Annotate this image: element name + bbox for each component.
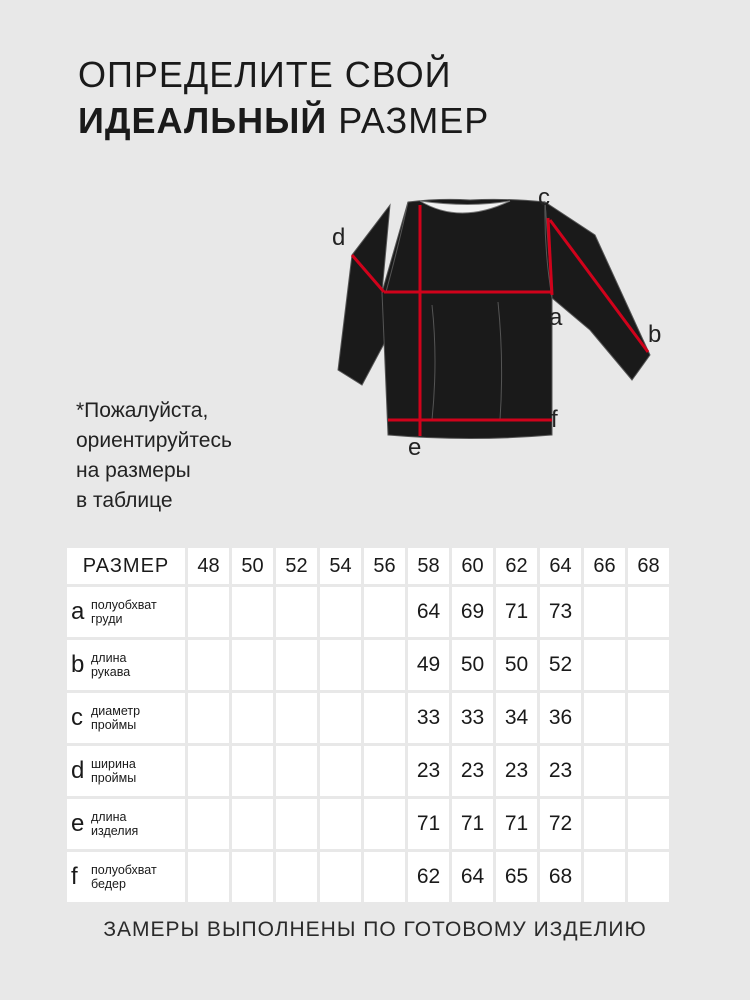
label-b: b bbox=[648, 321, 662, 348]
size-column-header: 50 bbox=[232, 548, 273, 584]
footer-note: ЗАМЕРЫ ВЫПОЛНЕНЫ ПО ГОТОВОМУ ИЗДЕЛИЮ bbox=[103, 918, 647, 941]
measurement-letter: e bbox=[71, 810, 85, 837]
table-cell: 50 bbox=[496, 640, 537, 690]
table-cell bbox=[584, 640, 625, 690]
size-header-row bbox=[67, 548, 669, 584]
table-cell bbox=[232, 746, 273, 796]
size-note bbox=[76, 396, 232, 516]
size-column-header: 60 bbox=[452, 548, 493, 584]
description-line-2: груди bbox=[91, 612, 123, 626]
table-cell bbox=[188, 587, 229, 637]
size-header-label: РАЗМЕР bbox=[67, 548, 185, 584]
table-cell: 23 bbox=[496, 746, 537, 796]
table-cell: 71 bbox=[452, 799, 493, 849]
measurement-letter: f bbox=[71, 863, 78, 890]
table-cell bbox=[276, 693, 317, 743]
page-title bbox=[78, 52, 489, 144]
table-cell bbox=[364, 640, 405, 690]
table-cell bbox=[584, 587, 625, 637]
table-cell bbox=[276, 640, 317, 690]
table-cell bbox=[276, 746, 317, 796]
table-cell: 64 bbox=[452, 852, 493, 902]
label-f: f bbox=[551, 406, 558, 433]
table-cell: 71 bbox=[408, 799, 449, 849]
description-line-2: проймы bbox=[91, 771, 137, 785]
table-row bbox=[67, 693, 669, 743]
measurement-label-cell bbox=[67, 640, 185, 690]
table-cell bbox=[628, 746, 669, 796]
table-cell bbox=[584, 799, 625, 849]
table-cell: 73 bbox=[540, 587, 581, 637]
table-cell bbox=[364, 587, 405, 637]
label-c: c bbox=[538, 184, 550, 211]
table-row bbox=[67, 640, 669, 690]
table-row bbox=[67, 587, 669, 637]
measurement-description bbox=[91, 598, 157, 626]
measurement-letter: d bbox=[71, 757, 85, 784]
table-cell bbox=[628, 693, 669, 743]
table-cell bbox=[320, 852, 361, 902]
table-cell bbox=[628, 852, 669, 902]
description-line-1: длина bbox=[91, 651, 127, 665]
garment-body bbox=[382, 199, 552, 438]
table-cell bbox=[364, 799, 405, 849]
description-line-1: диаметр bbox=[91, 704, 141, 718]
description-line-1: полуобхват bbox=[91, 863, 157, 877]
table-cell bbox=[232, 587, 273, 637]
measurement-letter: a bbox=[71, 598, 85, 625]
table-cell bbox=[628, 587, 669, 637]
table-cell: 23 bbox=[452, 746, 493, 796]
table-cell: 52 bbox=[540, 640, 581, 690]
table-cell: 71 bbox=[496, 587, 537, 637]
size-column-header: 66 bbox=[584, 548, 625, 584]
table-cell bbox=[188, 799, 229, 849]
table-cell bbox=[364, 852, 405, 902]
size-column-header: 48 bbox=[188, 548, 229, 584]
measurement-description bbox=[91, 757, 136, 785]
table-cell bbox=[584, 746, 625, 796]
table-cell: 69 bbox=[452, 587, 493, 637]
description-line-1: длина bbox=[91, 810, 127, 824]
title-line-2 bbox=[78, 98, 489, 144]
measurement-description bbox=[91, 810, 138, 838]
table-cell bbox=[628, 640, 669, 690]
table-cell bbox=[276, 587, 317, 637]
table-cell bbox=[584, 693, 625, 743]
table-cell bbox=[584, 852, 625, 902]
title-line-1: ОПРЕДЕЛИТЕ СВОЙ bbox=[78, 54, 452, 95]
title-bold-word: ИДЕАЛЬНЫЙ bbox=[78, 100, 328, 141]
size-column-header: 52 bbox=[276, 548, 317, 584]
table-cell: 23 bbox=[540, 746, 581, 796]
size-column-header: 56 bbox=[364, 548, 405, 584]
label-a: a bbox=[549, 304, 563, 331]
table-row bbox=[67, 746, 669, 796]
note-line-3: на размеры bbox=[76, 459, 191, 482]
garment-measurement-diagram bbox=[320, 180, 680, 470]
note-line-4: в таблице bbox=[76, 489, 173, 512]
measurement-letter: c bbox=[71, 704, 83, 731]
description-line-2: проймы bbox=[91, 718, 137, 732]
table-cell: 23 bbox=[408, 746, 449, 796]
table-row bbox=[67, 799, 669, 849]
right-sleeve bbox=[545, 202, 650, 380]
table-cell: 49 bbox=[408, 640, 449, 690]
table-cell bbox=[628, 799, 669, 849]
description-line-2: бедер bbox=[91, 877, 126, 891]
measurement-label-cell bbox=[67, 852, 185, 902]
description-line-1: полуобхват bbox=[91, 598, 157, 612]
table-cell bbox=[364, 693, 405, 743]
note-line-2: ориентируйтесь bbox=[76, 429, 232, 452]
measurement-description bbox=[91, 651, 130, 679]
table-cell: 36 bbox=[540, 693, 581, 743]
measurement-label-cell bbox=[67, 746, 185, 796]
table-cell bbox=[188, 746, 229, 796]
measurement-description bbox=[91, 863, 157, 891]
table-cell: 65 bbox=[496, 852, 537, 902]
size-column-header: 68 bbox=[628, 548, 669, 584]
table-cell: 50 bbox=[452, 640, 493, 690]
description-line-2: изделия bbox=[91, 824, 139, 838]
table-cell bbox=[232, 799, 273, 849]
table-cell bbox=[188, 640, 229, 690]
table-row bbox=[67, 852, 669, 902]
measurement-label-cell bbox=[67, 799, 185, 849]
measurement-label-cell bbox=[67, 587, 185, 637]
table-cell bbox=[320, 640, 361, 690]
table-cell bbox=[364, 746, 405, 796]
table-cell bbox=[320, 587, 361, 637]
table-cell: 64 bbox=[408, 587, 449, 637]
measurement-letter: b bbox=[71, 651, 85, 678]
table-cell bbox=[232, 852, 273, 902]
table-cell bbox=[320, 693, 361, 743]
description-line-1: ширина bbox=[91, 757, 136, 771]
size-column-header: 64 bbox=[540, 548, 581, 584]
table-cell: 71 bbox=[496, 799, 537, 849]
table-cell bbox=[232, 640, 273, 690]
table-cell bbox=[320, 799, 361, 849]
size-column-header: 54 bbox=[320, 548, 361, 584]
table-cell bbox=[232, 693, 273, 743]
description-line-2: рукава bbox=[91, 665, 131, 679]
table-cell: 62 bbox=[408, 852, 449, 902]
size-column-header: 58 bbox=[408, 548, 449, 584]
table-cell: 72 bbox=[540, 799, 581, 849]
size-table bbox=[64, 545, 672, 905]
table-cell bbox=[188, 693, 229, 743]
table-cell bbox=[188, 852, 229, 902]
title-rest-word: РАЗМЕР bbox=[338, 100, 490, 141]
table-cell: 33 bbox=[408, 693, 449, 743]
measurement-label-cell bbox=[67, 693, 185, 743]
table-cell: 34 bbox=[496, 693, 537, 743]
label-d: d bbox=[332, 224, 346, 251]
table-cell: 68 bbox=[540, 852, 581, 902]
table-cell bbox=[320, 746, 361, 796]
table-cell bbox=[276, 799, 317, 849]
table-cell bbox=[276, 852, 317, 902]
label-e: e bbox=[408, 434, 422, 461]
size-column-header: 62 bbox=[496, 548, 537, 584]
table-cell: 33 bbox=[452, 693, 493, 743]
note-line-1: *Пожалуйста, bbox=[76, 399, 209, 422]
measurement-description bbox=[91, 704, 140, 732]
